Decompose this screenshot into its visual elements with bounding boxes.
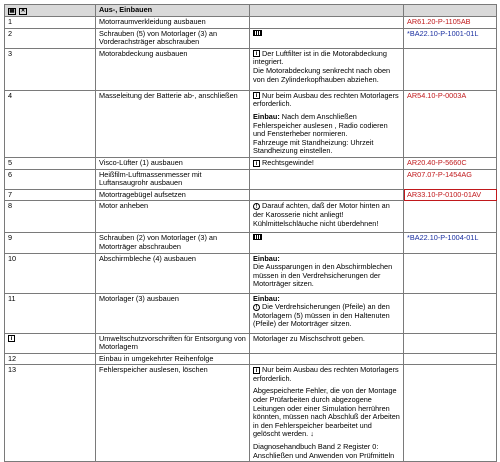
note-text: Nur beim Ausbau des rechten Motorlagers erforderlich. bbox=[253, 365, 399, 383]
step-text: Umweltschutzvorschriften für Entsorgung von Motorlagern bbox=[96, 333, 250, 353]
grid-icon[interactable]: ▦ bbox=[9, 8, 15, 14]
step-number: 3 bbox=[5, 48, 96, 90]
reference-link[interactable]: *BA22.10-P-1004-01L bbox=[404, 233, 497, 253]
einbau-label: Einbau: bbox=[253, 253, 280, 263]
step-number: 13 bbox=[5, 365, 96, 462]
header-title: Aus-, Einbauen bbox=[96, 5, 250, 17]
table-row bbox=[5, 333, 497, 353]
einbau-label: Einbau: bbox=[253, 111, 280, 121]
note-text: Der Luftfilter ist in die Motorabdeckung integriert. bbox=[253, 48, 387, 67]
table-row bbox=[5, 189, 497, 201]
step-text: Visco-Lüfter (1) ausbauen bbox=[96, 157, 250, 169]
table-row bbox=[5, 253, 497, 293]
warning-circle-icon: ! bbox=[253, 203, 260, 210]
einbau-text: Die Aussparungen in den Abschirmblechen müssen in den Verdrehsicherungen der Motorträger sitzen. bbox=[253, 262, 393, 289]
step-number: 10 bbox=[5, 253, 96, 293]
header-icons bbox=[5, 5, 96, 17]
warning-circle-icon: ! bbox=[253, 304, 260, 311]
step-text: Schrauben (2) von Motorlager (3) an Motorträger abschrauben bbox=[96, 233, 250, 253]
table-row bbox=[5, 201, 497, 233]
step-text: Motortragebügel aufsetzen bbox=[96, 189, 250, 201]
step-number: 2 bbox=[5, 28, 96, 48]
table-row bbox=[5, 353, 497, 365]
step-text: Schrauben (5) von Motorlager (3) an Vorderachsträger abschrauben bbox=[96, 28, 250, 48]
step-text: Fehlerspeicher auslesen, löschen bbox=[96, 365, 250, 462]
step-number: 12 bbox=[5, 353, 96, 365]
info-icon: i bbox=[253, 160, 260, 167]
reference-link[interactable]: AR33.10-P-0100-01AV bbox=[404, 189, 497, 201]
step-number: 8 bbox=[5, 201, 96, 233]
einbau-label: Einbau: bbox=[253, 293, 280, 303]
reference-link[interactable]: AR61.20-P-1105AB bbox=[404, 17, 497, 29]
table-row bbox=[5, 365, 497, 462]
info-icon: i bbox=[253, 367, 260, 374]
table-row bbox=[5, 157, 497, 169]
note-text: Diagnosehandbuch Band 2 Register 0: Anschließen und Anwenden von Prüfmitteln bbox=[253, 442, 395, 460]
table-row bbox=[5, 48, 497, 90]
einbau-text: Nach dem Anschließen Fehlerspeicher auslesen , Radio codieren und Fensterheber normieren. bbox=[253, 111, 388, 139]
table-header-row bbox=[5, 5, 497, 17]
note-text: Motorlager zu Mischschrott geben. bbox=[250, 333, 404, 353]
info-icon: i bbox=[253, 92, 260, 99]
tool-icon[interactable] bbox=[253, 30, 262, 36]
step-text: Einbau in umgekehrter Reihenfolge bbox=[96, 353, 250, 365]
note-text: Darauf achten, daß der Motor hinten an der Karosserie nicht anliegt! Kühlmittelschläuche nicht überdehnen! bbox=[253, 201, 390, 228]
step-number: 1 bbox=[5, 17, 96, 29]
note-text: Die Motorabdeckung senkrecht nach oben von den Zylinderkopfhauben abziehen. bbox=[253, 65, 391, 84]
step-text: Motorabdeckung ausbauen bbox=[96, 48, 250, 90]
info-icon: i bbox=[253, 50, 260, 57]
step-text: Masseleitung der Batterie ab-, anschließen bbox=[96, 90, 250, 157]
note-text: Rechtsgewinde! bbox=[262, 157, 314, 167]
note-text: Fahrzeuge mit Standheizung: Uhrzeit Standheizung einstellen. bbox=[253, 137, 374, 156]
step-text: Motor anheben bbox=[96, 201, 250, 233]
step-text: Motorraumverkleidung ausbauen bbox=[96, 17, 250, 29]
step-number: 11 bbox=[5, 293, 96, 333]
step-number: 4 bbox=[5, 90, 96, 157]
tool-icon[interactable] bbox=[253, 234, 262, 240]
table-row bbox=[5, 90, 497, 157]
note-text: Abgespeicherte Fehler, die von der Montage oder Prüfarbeiten durch abgezogene Leitungen oder einer Simulation herrühren könnten, müssen nach Abschluß der Arbeiten in den Fehlerspeicher bearbeitet und gelöscht werden. ↓ bbox=[253, 386, 400, 439]
step-number: 5 bbox=[5, 157, 96, 169]
table-row bbox=[5, 28, 497, 48]
reference-link[interactable]: AR20.40-P-5660C bbox=[404, 157, 497, 169]
info-icon: i bbox=[8, 335, 15, 342]
reference-link[interactable]: AR07.07-P-1454AG bbox=[404, 169, 497, 189]
reference-link[interactable]: AR54.10-P-0003A bbox=[404, 90, 497, 157]
procedure-table bbox=[4, 4, 497, 462]
step-number: 9 bbox=[5, 233, 96, 253]
einbau-text: Die Verdrehsicherungen (Pfeile) an den Motorlagern (5) müssen in den Haltenuten (Pfeile) der Motorträger sitzen. bbox=[253, 302, 390, 329]
reference-link[interactable]: *BA22.10-P-1001-01L bbox=[404, 28, 497, 48]
table-row bbox=[5, 293, 497, 333]
step-number: 7 bbox=[5, 189, 96, 201]
step-text: Motorlager (3) ausbauen bbox=[96, 293, 250, 333]
note-text: Nur beim Ausbau des rechten Motorlagers erforderlich. bbox=[253, 90, 399, 109]
step-text: Abschirmbleche (4) ausbauen bbox=[96, 253, 250, 293]
cross-icon[interactable]: ✕ bbox=[20, 8, 26, 14]
table-row bbox=[5, 17, 497, 29]
table-row bbox=[5, 233, 497, 253]
table-row bbox=[5, 169, 497, 189]
step-number: 6 bbox=[5, 169, 96, 189]
step-text: Heißfilm-Luftmassenmesser mit Luftansaugrohr ausbauen bbox=[96, 169, 250, 189]
